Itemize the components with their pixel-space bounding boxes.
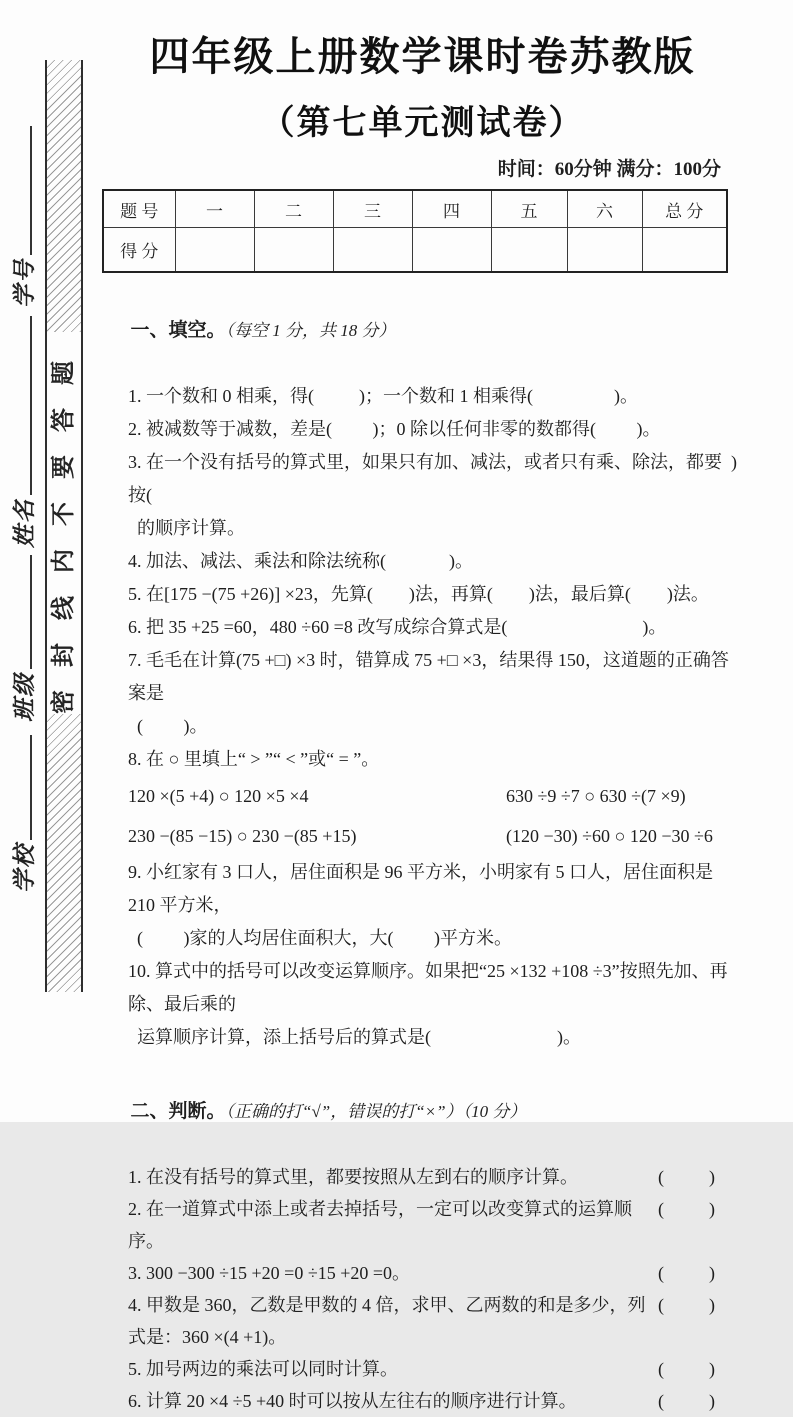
section-fill-note: （每空 1 分，共 18 分） bbox=[225, 321, 396, 340]
compare-item: 230 −(85 −15) ○ 230 −(85 +15) bbox=[128, 826, 357, 846]
fill-question-1: 1. 一个数和 0 相乘，得( )；一个数和 1 相乘得( )。 bbox=[128, 386, 638, 406]
judge-text: 5. 加号两边的乘法可以同时计算。 bbox=[128, 1359, 398, 1379]
compare-item: 120 ×(5 +4) ○ 120 ×5 ×4 bbox=[128, 786, 309, 806]
fill-question-3-text: 3. 在一个没有括号的算式里，如果只有加、减法，或者只有乘、除法，都要按( bbox=[128, 452, 722, 505]
score-col-header: 六 bbox=[567, 190, 642, 228]
score-col-header: 总 分 bbox=[642, 190, 727, 228]
field-underline bbox=[30, 735, 32, 840]
judge-item-1 bbox=[102, 1161, 743, 1193]
fill-question-3-line2: 的顺序计算。 bbox=[137, 518, 245, 538]
compare-row-2 bbox=[102, 816, 743, 856]
compare-item: (120 −30) ÷60 ○ 120 −30 ÷6 bbox=[506, 826, 713, 846]
score-col-header: 三 bbox=[333, 190, 412, 228]
fill-question-7-line1: 7. 毛毛在计算(75 +□) ×3 时，错算成 75 +□ ×3，结果得 150，这道题的正确答案是 bbox=[128, 650, 729, 703]
score-col-header: 一 bbox=[175, 190, 254, 228]
answer-bracket: ( ) bbox=[658, 1263, 715, 1283]
fill-question-8: 8. 在 ○ 里填上“ > ”“ < ”或“ = ”。 bbox=[128, 749, 380, 769]
score-table-header-label: 题 号 bbox=[103, 190, 175, 228]
field-student-number bbox=[7, 126, 37, 308]
judge-text: 2. 在一道算式中添上或者去掉括号，一定可以改变算式的运算顺序。 bbox=[128, 1199, 632, 1251]
judge-text: 1. 在没有括号的算式里，都要按照从左到右的顺序计算。 bbox=[128, 1167, 578, 1187]
field-school bbox=[7, 735, 37, 893]
fill-question-10-line1: 10. 算式中的括号可以改变运算顺序。如果把“25 ×132 +108 ÷3”按照先加、再除、最后乘的 bbox=[128, 961, 728, 1014]
seal-band bbox=[45, 60, 83, 992]
field-underline bbox=[30, 316, 32, 495]
score-cell-empty bbox=[491, 228, 567, 273]
seal-warning-text: 密封线内不要答题 bbox=[51, 338, 77, 714]
fill-question-10-line2: 运算顺序计算，添上括号后的算式是( )。 bbox=[137, 1027, 581, 1047]
page-subtitle: （第七单元测试卷） bbox=[260, 104, 585, 142]
score-cell-empty bbox=[254, 228, 333, 273]
field-label: 姓名 bbox=[11, 498, 37, 548]
fill-question-2: 2. 被减数等于减数，差是( )；0 除以任何非零的数都得( )。 bbox=[128, 419, 661, 439]
field-label: 学校 bbox=[11, 843, 37, 893]
score-table bbox=[102, 189, 728, 273]
section-judge-header bbox=[102, 1062, 743, 1161]
field-name bbox=[7, 316, 37, 548]
fill-question-4: 4. 加法、减法、乘法和除法统称( )。 bbox=[128, 551, 473, 571]
hatch-pattern-top bbox=[47, 60, 81, 332]
compare-row-1 bbox=[102, 776, 743, 816]
judge-text: 6. 计算 20 ×4 ÷5 +40 时可以按从左往右的顺序进行计算。 bbox=[128, 1391, 577, 1411]
fill-question-9-line2: ( )家的人均居住面积大，大( )平方米。 bbox=[137, 928, 512, 948]
judge-text: 3. 300 −300 ÷15 +20 =0 ÷15 +20 =0。 bbox=[128, 1263, 411, 1283]
section-judge-note: （正确的打“√”，错误的打“×”）（10 分） bbox=[225, 1102, 527, 1121]
page-title: 四年级上册数学课时卷苏教版 bbox=[149, 35, 696, 79]
score-cell-empty bbox=[642, 228, 727, 273]
answer-bracket: ( ) bbox=[658, 1199, 715, 1219]
score-cell-empty bbox=[333, 228, 412, 273]
fill-question-5: 5. 在[175 −(75 +26)] ×23，先算( )法，再算( )法，最后算( )法。 bbox=[128, 584, 709, 604]
score-col-header: 五 bbox=[491, 190, 567, 228]
seal-text-area bbox=[47, 332, 81, 714]
judge-item-3 bbox=[102, 1257, 743, 1289]
answer-bracket: ( ) bbox=[658, 1359, 715, 1379]
compare-item: 630 ÷9 ÷7 ○ 630 ÷(7 ×9) bbox=[506, 786, 686, 806]
section-judge-title: 二、判断。 bbox=[130, 1101, 226, 1122]
field-underline bbox=[30, 555, 32, 669]
answer-bracket: ( ) bbox=[658, 1295, 715, 1315]
score-cell-empty bbox=[567, 228, 642, 273]
hatch-pattern-bottom bbox=[47, 714, 81, 992]
main-content bbox=[102, 26, 743, 1417]
fill-question-3-line1 bbox=[102, 446, 743, 512]
score-col-header: 四 bbox=[412, 190, 491, 228]
answer-bracket: ( ) bbox=[658, 1167, 715, 1187]
field-class bbox=[7, 555, 37, 722]
fill-question-6: 6. 把 35 +25 =60，480 ÷60 =8 改写成综合算式是( )。 bbox=[128, 617, 667, 637]
score-row-label: 得 分 bbox=[103, 228, 175, 273]
answer-bracket: ( ) bbox=[658, 1391, 715, 1411]
fill-question-3-close-paren: ) bbox=[731, 452, 737, 472]
judge-item-2 bbox=[102, 1193, 743, 1257]
exam-meta: 时间：60分钟 满分：100分 bbox=[497, 159, 721, 180]
section-fill-title: 一、填空。 bbox=[130, 320, 226, 341]
fill-question-9-line1: 9. 小红家有 3 口人，居住面积是 96 平方米，小明家有 5 口人，居住面积是 210 平方米， bbox=[128, 862, 718, 915]
score-col-header: 二 bbox=[254, 190, 333, 228]
score-cell-empty bbox=[175, 228, 254, 273]
judge-text: 4. 甲数是 360，乙数是甲数的 4 倍，求甲、乙两数的和是多少，列式是：360 ×(4 +1)。 bbox=[128, 1295, 646, 1347]
field-label: 班级 bbox=[11, 672, 37, 722]
score-cell-empty bbox=[412, 228, 491, 273]
field-label: 学号 bbox=[11, 258, 37, 308]
field-underline bbox=[30, 126, 32, 255]
fill-question-7-line2: ( )。 bbox=[137, 716, 208, 736]
judge-item-6 bbox=[102, 1385, 743, 1417]
section-fill-header bbox=[102, 281, 743, 380]
judge-item-5 bbox=[102, 1353, 743, 1385]
judge-item-4 bbox=[102, 1289, 743, 1353]
